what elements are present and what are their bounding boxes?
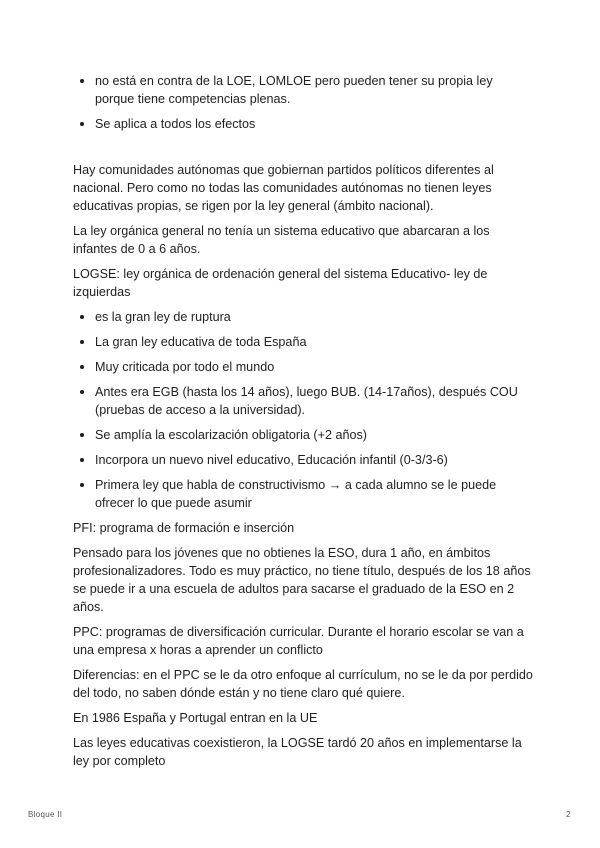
list-item: Primera ley que habla de constructivismo → a cada alumno se le puede ofrecer lo que puede asumir bbox=[73, 476, 533, 512]
paragraph-ppc: PPC: programas de diversificación curricular. Durante el horario escolar se van a una empresa x horas a aprender un conflicto bbox=[73, 625, 524, 657]
paragraph-diferencias: Diferencias: en el PPC se le da otro enfoque al currículum, no se le da por perdido del todo, no saben dónde están y no tiene claro qué quiere. bbox=[73, 668, 533, 700]
list-item: Muy criticada por todo el mundo bbox=[73, 358, 533, 376]
paragraph-ue: En 1986 España y Portugal entran en la UE bbox=[73, 711, 318, 725]
list-item: no está en contra de la LOE, LOMLOE pero pueden tener su propia ley porque tiene competencias plenas. bbox=[73, 72, 533, 108]
paragraph-pfi-description: Pensado para los jóvenes que no obtienes la ESO, dura 1 año, en ámbitos profesionalizadores. Todo es muy práctico, no tiene título, después de los 18 años se puede ir a una escuela de adultos para sacarse el graduado de la ESO en 2 años. bbox=[73, 546, 531, 614]
paragraph-pfi: PFI: programa de formación e inserción bbox=[73, 521, 295, 535]
bullet-list-logse bbox=[73, 308, 533, 512]
list-item: Antes era EGB (hasta los 14 años), luego BUB. (14-17años), después COU (pruebas de acceso a la universidad). bbox=[73, 383, 533, 419]
footer-section-label: Bloque II bbox=[28, 810, 63, 819]
document-body bbox=[73, 72, 533, 777]
list-item: La gran ley educativa de toda España bbox=[73, 333, 533, 351]
paragraph-logse: LOGSE: ley orgánica de ordenación general del sistema Educativo- ley de izquierdas bbox=[73, 267, 488, 299]
list-item: Se amplía la escolarización obligatoria (+2 años) bbox=[73, 426, 533, 444]
bullet-list-competencias bbox=[73, 72, 533, 133]
paragraph-coexistencia: Las leyes educativas coexistieron, la LOGSE tardó 20 años en implementarse la ley por completo bbox=[73, 736, 522, 768]
list-item: Incorpora un nuevo nivel educativo, Educación infantil (0-3/3-6) bbox=[73, 451, 533, 469]
list-item: Se aplica a todos los efectos bbox=[73, 115, 533, 133]
list-item: es la gran ley de ruptura bbox=[73, 308, 533, 326]
spacer bbox=[73, 140, 533, 161]
page-number: 2 bbox=[566, 810, 571, 819]
paragraph-comunidades: Hay comunidades autónomas que gobiernan partidos políticos diferentes al nacional. Pero como no todas las comunidades autónomas no tienen leyes educativas propias, se rigen por la ley general (ámbito nacional). bbox=[73, 163, 494, 213]
paragraph-ley-organica: La ley orgánica general no tenía un sistema educativo que abarcaran a los infantes de 0 a 6 años. bbox=[73, 224, 490, 256]
